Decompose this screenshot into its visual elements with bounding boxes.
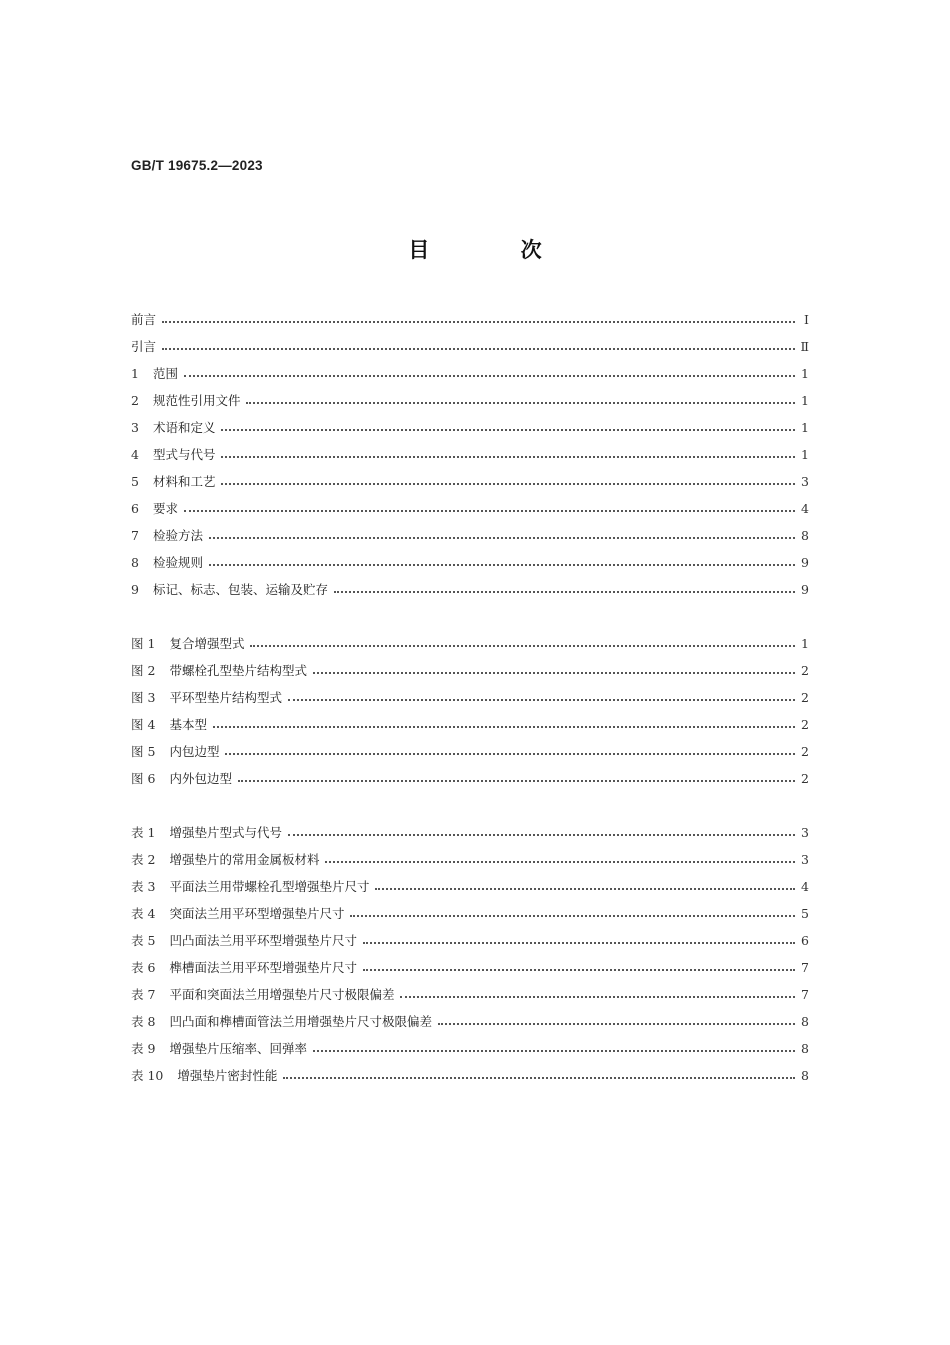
toc-leader-dots xyxy=(375,887,795,890)
toc-entry-page: 2 xyxy=(801,690,809,705)
toc-entry[interactable] xyxy=(131,414,809,441)
toc-entry-label: 前言 xyxy=(131,312,157,327)
toc-entry-label: 内外包边型 xyxy=(169,771,232,786)
toc-entry-label: 增强垫片型式与代号 xyxy=(169,825,282,840)
toc-entry[interactable] xyxy=(131,387,809,414)
toc-entry-page: 1 xyxy=(801,636,809,651)
toc-entry[interactable] xyxy=(131,873,809,900)
toc-entry-page: 9 xyxy=(801,582,809,597)
toc-entry[interactable] xyxy=(131,927,809,954)
toc-entry-number: 2 xyxy=(131,393,139,408)
toc-gap xyxy=(131,792,809,819)
toc-entry-number: 表 1 xyxy=(131,825,156,840)
toc-entry[interactable] xyxy=(131,576,809,603)
toc-leader-dots xyxy=(363,968,795,971)
toc-entry-number: 8 xyxy=(131,555,139,570)
toc-entry-label: 检验规则 xyxy=(152,555,203,570)
page-title: 目 次 xyxy=(408,238,584,262)
toc-entry-number: 表 7 xyxy=(131,987,156,1002)
toc-entry-page: 7 xyxy=(801,987,809,1002)
toc-entry[interactable] xyxy=(131,360,809,387)
toc-entry-label: 复合增强型式 xyxy=(169,636,245,651)
toc-entry-page: 2 xyxy=(801,771,809,786)
toc-leader-dots xyxy=(225,752,795,755)
toc-entry-number: 图 1 xyxy=(131,636,156,651)
toc-entry[interactable] xyxy=(131,549,809,576)
toc-sections xyxy=(131,306,809,603)
toc-entry-number: 表 5 xyxy=(131,933,156,948)
toc-entry-number: 图 5 xyxy=(131,744,156,759)
toc-entry-page: 8 xyxy=(801,1014,809,1029)
toc-entry-number: 表 6 xyxy=(131,960,156,975)
toc-entry[interactable] xyxy=(131,900,809,927)
toc-entry-number: 表 3 xyxy=(131,879,156,894)
toc-leader-dots xyxy=(184,509,795,512)
toc-entry-page: 2 xyxy=(801,663,809,678)
toc-leader-dots xyxy=(209,563,795,566)
toc-entry-label: 引言 xyxy=(131,339,157,354)
toc-entry-number: 5 xyxy=(131,474,139,489)
toc-gap xyxy=(131,603,809,630)
toc-entry-number: 图 4 xyxy=(131,717,156,732)
toc-entry-label: 平面和突面法兰用增强垫片尺寸极限偏差 xyxy=(169,987,395,1002)
toc-leader-dots xyxy=(221,482,795,485)
toc-entry[interactable] xyxy=(131,630,809,657)
toc-leader-dots xyxy=(283,1076,795,1079)
toc-entry[interactable] xyxy=(131,468,809,495)
toc-entry-page: 1 xyxy=(801,420,809,435)
toc-entry[interactable] xyxy=(131,495,809,522)
toc-leader-dots xyxy=(288,833,795,836)
toc-entry-page: 8 xyxy=(801,1041,809,1056)
toc-entry[interactable] xyxy=(131,1062,809,1089)
toc-leader-dots xyxy=(221,455,795,458)
toc-leader-dots xyxy=(288,698,795,701)
toc-entry[interactable] xyxy=(131,306,809,333)
toc-entry-label: 标记、标志、包装、运输及贮存 xyxy=(152,582,328,597)
toc-leader-dots xyxy=(400,995,795,998)
toc-entry-number: 9 xyxy=(131,582,139,597)
toc-entry[interactable] xyxy=(131,981,809,1008)
toc-entry-number: 图 6 xyxy=(131,771,156,786)
toc-entry-label: 检验方法 xyxy=(152,528,203,543)
toc-leader-dots xyxy=(238,779,795,782)
toc-entry-page: 4 xyxy=(801,879,809,894)
toc-entry-label: 内包边型 xyxy=(169,744,220,759)
toc-entry-label: 突面法兰用平环型增强垫片尺寸 xyxy=(169,906,345,921)
toc-leader-dots xyxy=(250,644,795,647)
toc-entry-page: 3 xyxy=(801,474,809,489)
toc-entry[interactable] xyxy=(131,684,809,711)
toc-entry-number: 表 2 xyxy=(131,852,156,867)
toc-entry-label: 平环型垫片结构型式 xyxy=(169,690,282,705)
toc-entry[interactable] xyxy=(131,1008,809,1035)
toc-entry-label: 要求 xyxy=(152,501,178,516)
toc-entry-page: 2 xyxy=(801,717,809,732)
toc-entry-page: 7 xyxy=(801,960,809,975)
toc-entry[interactable] xyxy=(131,441,809,468)
toc-entry-page: 2 xyxy=(801,744,809,759)
toc-entry-page: 6 xyxy=(801,933,809,948)
toc-entry-label: 榫槽面法兰用平环型增强垫片尺寸 xyxy=(169,960,357,975)
toc-entry-page: 1 xyxy=(801,366,809,381)
toc-tables xyxy=(131,819,809,1089)
toc-entry-label: 范围 xyxy=(152,366,178,381)
toc-leader-dots xyxy=(213,725,795,728)
toc-entry-number: 3 xyxy=(131,420,139,435)
toc-leader-dots xyxy=(184,374,795,377)
toc-entry[interactable] xyxy=(131,765,809,792)
toc-entry-page: 1 xyxy=(801,447,809,462)
toc-leader-dots xyxy=(363,941,795,944)
toc-entry-page: Ⅰ xyxy=(804,312,809,327)
toc-leader-dots xyxy=(162,347,794,350)
toc-entry-label: 平面法兰用带螺栓孔型增强垫片尺寸 xyxy=(169,879,370,894)
standard-code: GB/T 19675.2—2023 xyxy=(131,158,263,173)
toc-leader-dots xyxy=(350,914,795,917)
toc-entry-label: 增强垫片密封性能 xyxy=(177,1068,278,1083)
toc-entry-number: 表 4 xyxy=(131,906,156,921)
toc-entry-number: 7 xyxy=(131,528,139,543)
toc-leader-dots xyxy=(221,428,795,431)
toc-entry[interactable] xyxy=(131,819,809,846)
toc-entry-label: 带螺栓孔型垫片结构型式 xyxy=(169,663,307,678)
toc-entry-label: 型式与代号 xyxy=(152,447,216,462)
toc-entry[interactable] xyxy=(131,522,809,549)
toc-leader-dots xyxy=(334,590,795,593)
toc-entry-number: 表 9 xyxy=(131,1041,156,1056)
toc-entry-label: 增强垫片压缩率、回弹率 xyxy=(169,1041,307,1056)
toc-entry-label: 材料和工艺 xyxy=(152,474,216,489)
toc-entry-label: 凹凸面和榫槽面管法兰用增强垫片尺寸极限偏差 xyxy=(169,1014,432,1029)
toc-entry[interactable] xyxy=(131,333,809,360)
toc-entry[interactable] xyxy=(131,1035,809,1062)
toc-entry-label: 增强垫片的常用金属板材料 xyxy=(169,852,320,867)
toc-leader-dots xyxy=(246,401,795,404)
toc-entry-page: 5 xyxy=(801,906,809,921)
toc-leader-dots xyxy=(313,671,795,674)
toc-entry-page: 3 xyxy=(801,825,809,840)
toc-entry-number: 表 8 xyxy=(131,1014,156,1029)
toc-entry[interactable] xyxy=(131,657,809,684)
toc-entry-page: 1 xyxy=(801,393,809,408)
toc-leader-dots xyxy=(313,1049,795,1052)
toc-entry[interactable] xyxy=(131,738,809,765)
toc-entry-number: 6 xyxy=(131,501,139,516)
toc-entry-number: 图 2 xyxy=(131,663,156,678)
toc-entry-number: 1 xyxy=(131,366,139,381)
table-of-contents xyxy=(131,306,809,1089)
toc-entry-page: 9 xyxy=(801,555,809,570)
toc-entry[interactable] xyxy=(131,954,809,981)
toc-entry-label: 规范性引用文件 xyxy=(152,393,241,408)
toc-entry-label: 术语和定义 xyxy=(152,420,216,435)
toc-entry-page: 8 xyxy=(801,528,809,543)
toc-leader-dots xyxy=(325,860,795,863)
toc-entry-number: 图 3 xyxy=(131,690,156,705)
toc-entry-page: 8 xyxy=(801,1068,809,1083)
toc-entry-number: 表 10 xyxy=(131,1068,164,1083)
toc-entry-page: 3 xyxy=(801,852,809,867)
toc-entry-page: Ⅱ xyxy=(800,339,809,354)
toc-entry-page: 4 xyxy=(801,501,809,516)
toc-entry-label: 基本型 xyxy=(169,717,207,732)
toc-entry[interactable] xyxy=(131,846,809,873)
toc-leader-dots xyxy=(438,1022,795,1025)
toc-leader-dots xyxy=(162,320,795,323)
toc-entry-label: 凹凸面法兰用平环型增强垫片尺寸 xyxy=(169,933,357,948)
toc-leader-dots xyxy=(209,536,795,539)
toc-entry-number: 4 xyxy=(131,447,139,462)
toc-figures xyxy=(131,630,809,792)
toc-entry[interactable] xyxy=(131,711,809,738)
